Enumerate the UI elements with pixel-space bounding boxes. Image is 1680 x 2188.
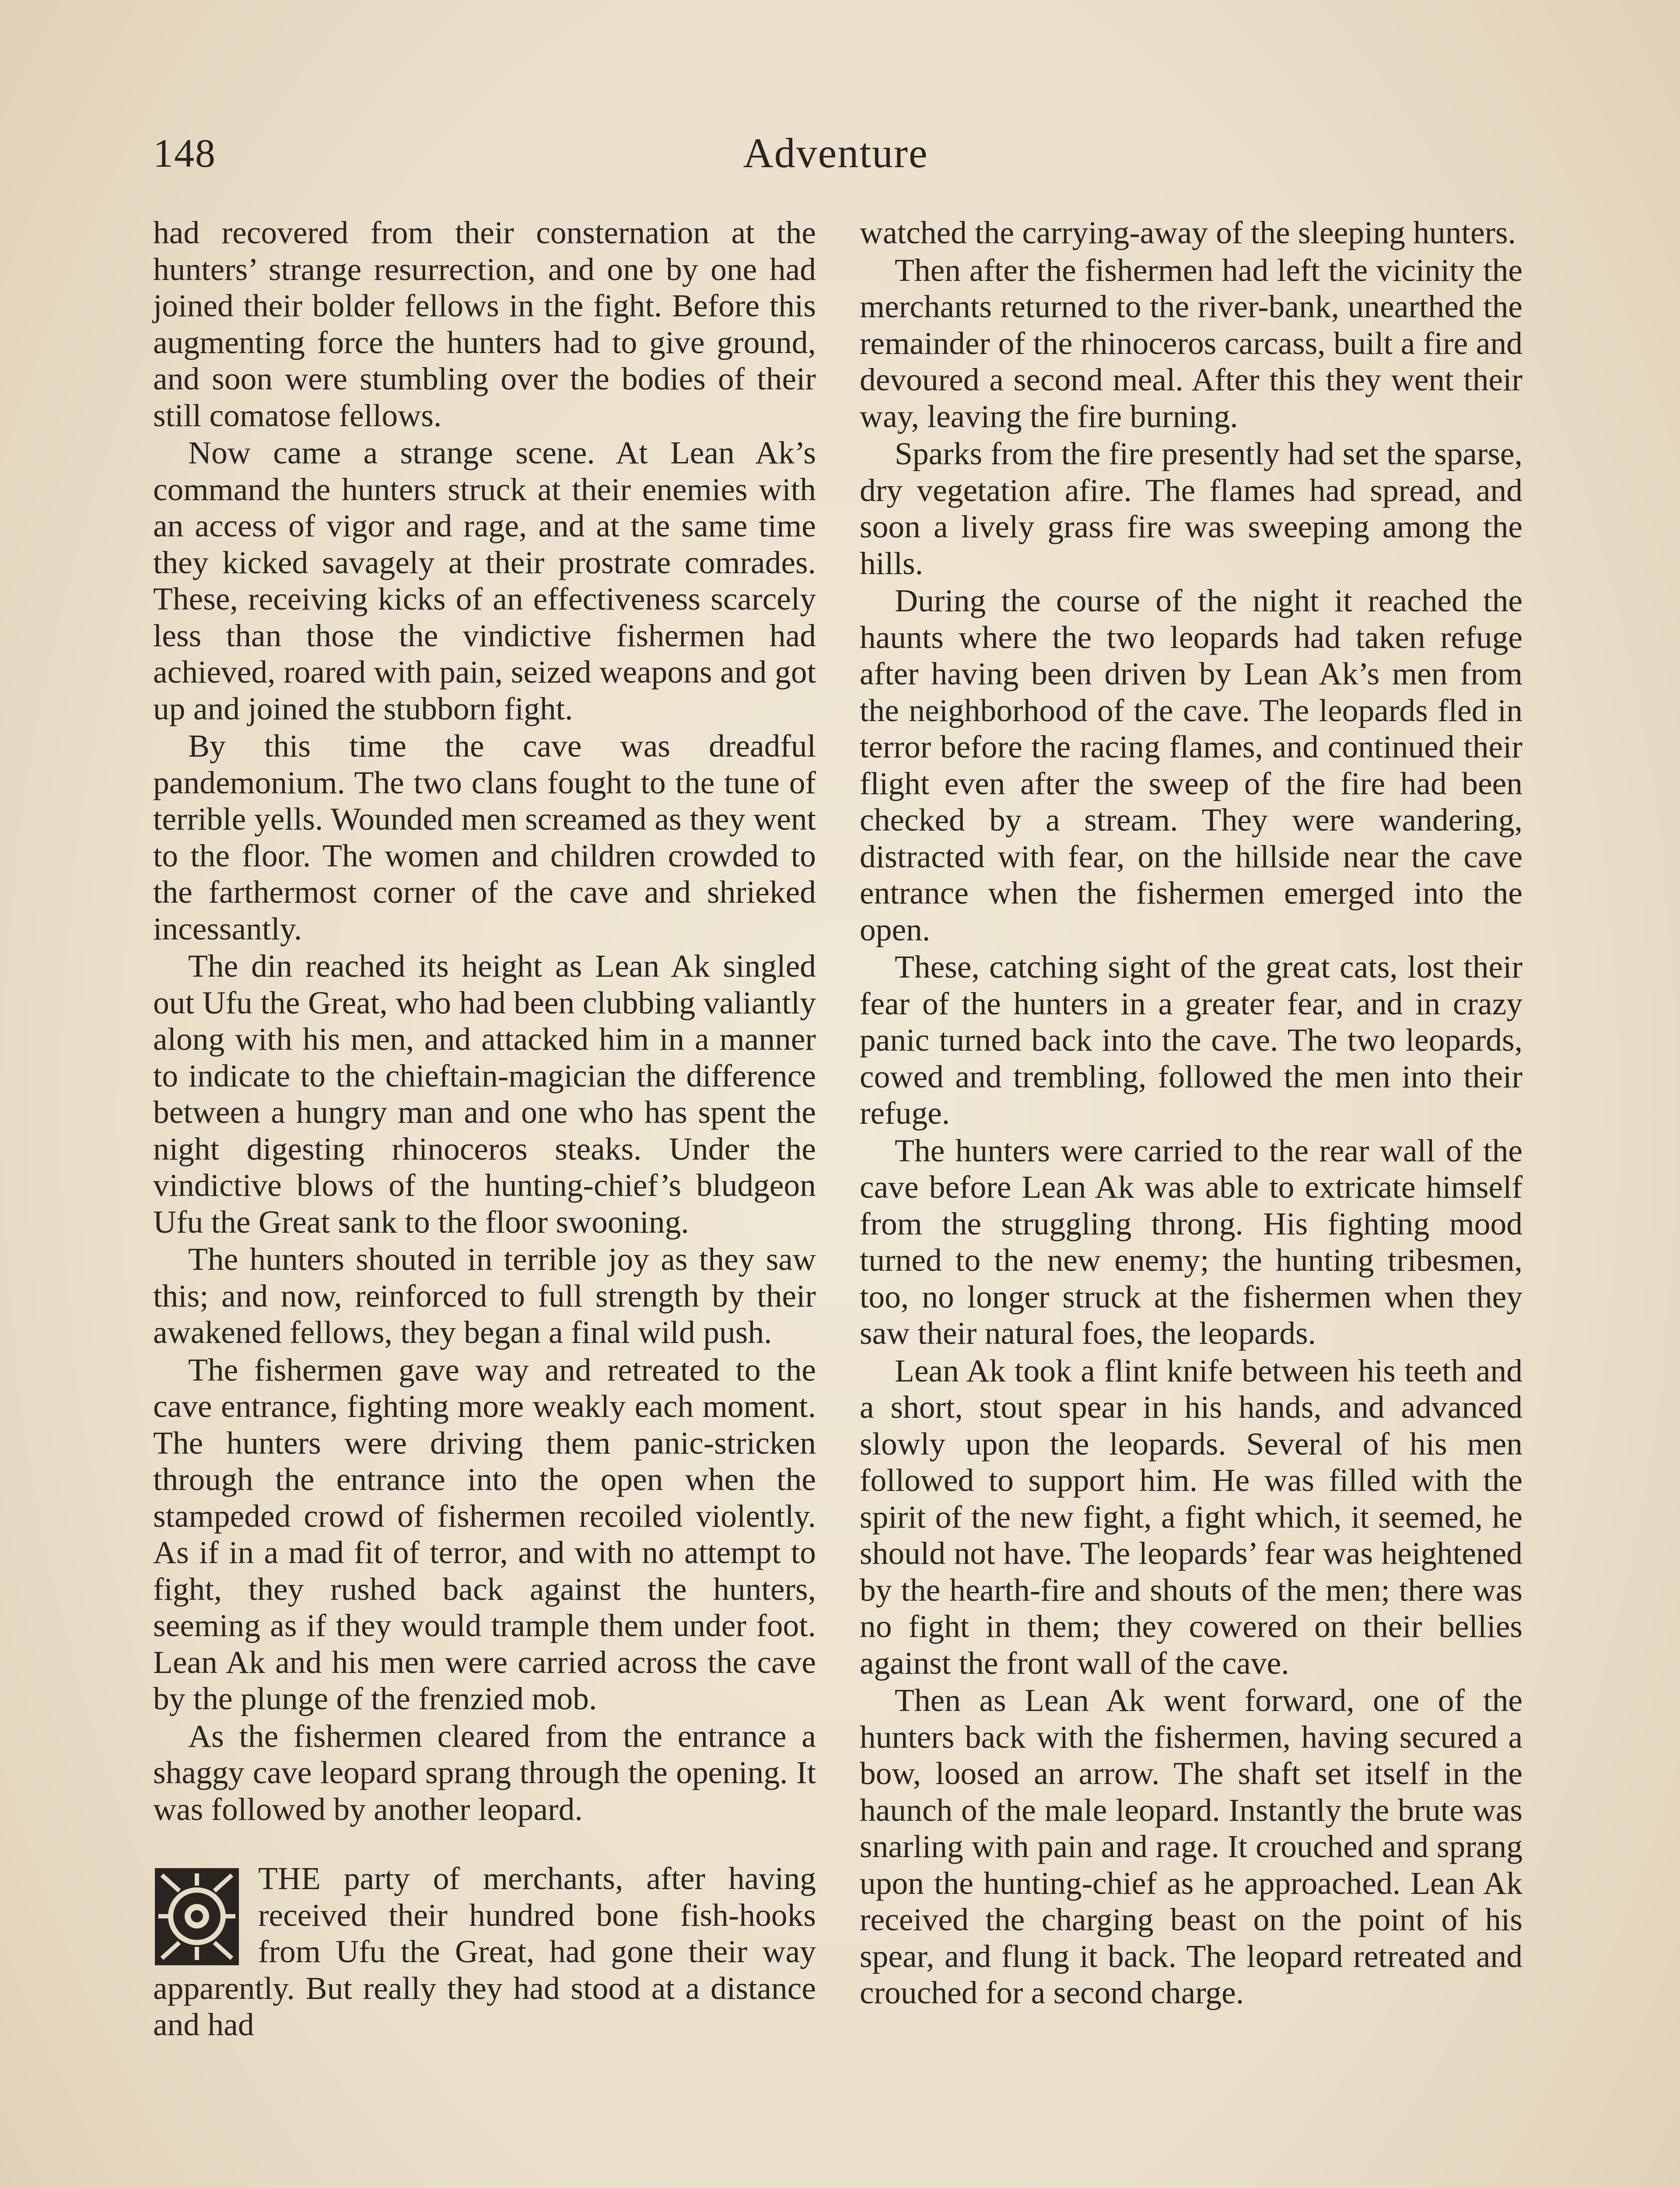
ornament-icon xyxy=(153,1866,241,1967)
left-column xyxy=(153,214,816,2044)
paragraph: Then after the fishermen had left the vicinity the merchants returned to the river-bank, unearthed the remainder of the rhinoceros carcass, built a fire and devoured a second meal. After this they went their way, leaving the fire burning. xyxy=(860,252,1522,434)
running-title: Adventure xyxy=(743,130,928,176)
paragraph: Sparks from the fire presently had set the sparse, dry vegetation afire. The flames had spread, and soon a lively grass fire was sweeping among the hills. xyxy=(860,436,1522,581)
page-number: 148 xyxy=(153,131,216,175)
paragraph: watched the carrying-away of the sleeping hunters. xyxy=(860,215,1516,250)
paragraph: As the fishermen cleared from the entrance a shaggy cave leopard sprang through the opening. It was followed by another leopard. xyxy=(153,1718,816,1827)
paragraph: By this time the cave was dreadful pandemonium. The two clans fought to the tune of terrible yells. Wounded men screamed as they went to the floor. The women and children crowded to the farthermost corner of the cave and shrieked incessantly. xyxy=(153,728,816,947)
paragraph: Now came a strange scene. At Lean Ak’s command the hunters struck at their enemies with an access of vigor and rage, and at the same time they kicked savagely at their prostrate comrades. These, receiving kicks of an effectiveness scarcely less than those the vindictive fishermen had achieved, roared with pain, seized weapons and got up and joined the stubborn fight. xyxy=(153,435,816,726)
section-break-paragraph xyxy=(153,1860,816,2043)
page-header xyxy=(153,127,1518,188)
right-column xyxy=(860,214,1522,2012)
paragraph: Lean Ak took a flint knife between his teeth and a short, stout spear in his hands, and advanced slowly upon the leopards. Several of his men followed to support him. He was filled with the spirit of the new fight, a fight which, it seemed, he should not have. The leopards’ fear was heightened by the hearth-fire and shouts of the men; there was no fight in them; they cowered on their bellies against the front wall of the cave. xyxy=(860,1353,1522,1681)
paragraph: Then as Lean Ak went forward, one of the hunters back with the fishermen, having secured a bow, loosed an arrow. The shaft set itself in the haunch of the male leopard. Instantly the brute was snarling with pain and rage. It crouched and sprang upon the hunting-chief as he approached. Lean Ak received the charging beast on the point of his spear, and flung it back. The leopard retreated and crouched for a second charge. xyxy=(860,1683,1522,2010)
paragraph: During the course of the night it reached the haunts where the two leopards had taken refuge after having been driven by Lean Ak’s men from the neighborhood of the cave. The leopards fled in terror before the racing flames, and continued their flight even after the sweep of the fire had been checked by a stream. They were wandering, distracted with fear, on the hillside near the cave entrance when the fishermen emerged into the open. xyxy=(860,583,1522,947)
paragraph: The hunters shouted in terrible joy as they saw this; and now, reinforced to full strength by their awakened fellows, they began a final wild push. xyxy=(153,1241,816,1350)
paragraph: THE party of merchants, after having received their hundred bone fish-hooks from Ufu the Great, had gone their way apparently. But really they had stood at a distance and had xyxy=(153,1861,816,2042)
paragraph: These, catching sight of the great cats, lost their fear of the hunters in a greater fear, and in crazy panic turned back into the cave. The two leopards, cowed and trembling, followed the men into their refuge. xyxy=(860,949,1522,1131)
paragraph: had recovered from their consternation at the hunters’ strange resurrection, and one by one had joined their bolder fellows in the fight. Before this augmenting force the hunters had to give ground, and soon were stumbling over the bodies of their still comatose fellows. xyxy=(153,215,816,433)
paragraph: The din reached its height as Lean Ak singled out Ufu the Great, who had been clubbing valiantly along with his men, and attacked him in a manner to indicate to the chieftain-magician the difference between a hungry man and one who has spent the night digesting rhinoceros steaks. Under the vindictive blows of the hunting-chief’s bludgeon Ufu the Great sank to the floor swooning. xyxy=(153,948,816,1240)
text-columns xyxy=(153,214,1527,2188)
paragraph: The fishermen gave way and retreated to the cave entrance, fighting more weakly each moment. The hunters were driving them panic-stricken through the entrance into the open when the stampeded crowd of fishermen recoiled violently. As if in a mad fit of terror, and with no attempt to fight, they rushed back against the hunters, seeming as if they would trample them under foot. Lean Ak and his men were carried across the cave by the plunge of the frenzied mob. xyxy=(153,1352,816,1716)
paragraph: The hunters were carried to the rear wall of the cave before Lean Ak was able to extricate himself from the struggling throng. His fighting mood turned to the new enemy; the hunting tribesmen, too, no longer struck at the fishermen when they saw their natural foes, the leopards. xyxy=(860,1133,1522,1351)
